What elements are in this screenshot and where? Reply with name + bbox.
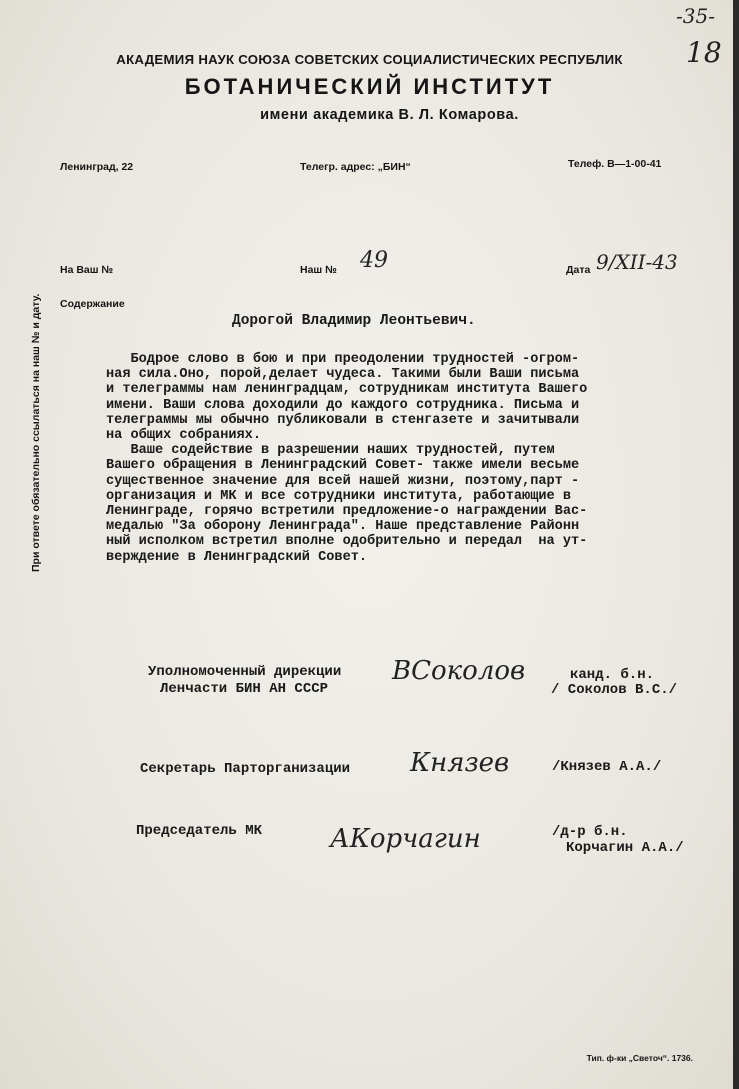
- salutation: Дорогой Владимир Леонтьевич.: [232, 313, 476, 329]
- date-label: Дата: [566, 264, 591, 276]
- body-line: существенное значение для всей нашей жизни, поэтому,парт -: [106, 473, 580, 489]
- body-line: организация и МК и все сотрудники института, работающие в: [106, 488, 571, 504]
- signatory-1-degree: канд. б.н.: [570, 667, 655, 683]
- side-note-text: При ответе обязательно ссылаться на наш № и дату.: [30, 293, 42, 572]
- signatory-2-title: Секретарь Парторганизации: [140, 761, 351, 777]
- body-line: ная сила.Оно, порой,делает чудеса. Такими были Ваши письма: [106, 367, 580, 383]
- signatory-3-title: Председатель МК: [136, 823, 263, 839]
- signatory-2-signature: Князев: [410, 748, 510, 778]
- body-line: телеграммы мы обычно публиковали в стенгазете и зачитывали: [106, 412, 580, 428]
- signatory-1-name: / Соколов В.С./: [551, 682, 678, 698]
- body-line: Бодрое слово в бою и при преодолении трудностей -огром-: [106, 352, 580, 367]
- institute-named-after: имени академика В. Л. Комарова.: [260, 107, 519, 123]
- signatory-3-signature: АКорчагин: [330, 824, 481, 854]
- signatory-3-degree: /д-р б.н.: [552, 824, 628, 840]
- body-line: медалью "За оборону Ленинграда". Наше представление Районн: [106, 519, 580, 535]
- side-note: [30, 272, 44, 572]
- body-line: на общих собраниях.: [106, 428, 261, 444]
- academy-header: АКАДЕМИЯ НАУК СОЮЗА СОВЕТСКИХ СОЦИАЛИСТИЧЕСКИХ РЕСПУБЛИК: [116, 52, 623, 67]
- your-number-label: На Ваш №: [60, 264, 114, 276]
- body-line: и телеграммы нам ленинградцам, сотрудникам института Вашего: [106, 382, 588, 398]
- date-value: 9/XII-43: [596, 250, 678, 274]
- signatory-2-name: /Князев А.А./: [552, 759, 662, 775]
- letter-body: [106, 352, 736, 565]
- body-line: Вашего обращения в Ленинградский Совет- также имели весьме: [106, 458, 580, 474]
- signatory-1-signature: ВСоколов: [392, 656, 526, 686]
- body-line: ный исполком встретил вполне одобрительно и передал на ут-: [106, 534, 588, 550]
- our-number-label: Наш №: [300, 264, 337, 276]
- institute-title: БОТАНИЧЕСКИЙ ИНСТИТУТ: [184, 74, 555, 99]
- phone-number: Телеф. В—1-00-41: [568, 158, 662, 170]
- body-line: верждение в Ленинградский Совет.: [106, 549, 368, 565]
- body-line: Ленинграде, горячо встретили предложение-о награждении Вас-: [106, 504, 588, 520]
- corner-mark-top: -35-: [676, 4, 715, 28]
- signatory-1-title-line-1: Уполномоченный дирекции: [148, 664, 342, 680]
- signatory-3-name: Корчагин А.А./: [566, 840, 684, 856]
- body-line: Ваше содействие в разрешении наших трудностей, путем: [106, 443, 555, 459]
- address: Ленинград, 22: [60, 161, 134, 173]
- our-number-value: 49: [360, 248, 388, 273]
- signatory-1-title-line-2: Ленчасти БИН АН СССР: [160, 681, 329, 697]
- body-line: имени. Ваши слова доходили до каждого сотрудника. Письма и: [106, 397, 580, 413]
- telegraph-address: Телегр. адрес: „БИН“: [300, 161, 411, 173]
- printer-mark: Тип. ф-ки „Светоч“. 1736.: [586, 1053, 693, 1063]
- corner-mark-bottom: 18: [686, 36, 722, 69]
- content-label: Содержание: [60, 298, 125, 310]
